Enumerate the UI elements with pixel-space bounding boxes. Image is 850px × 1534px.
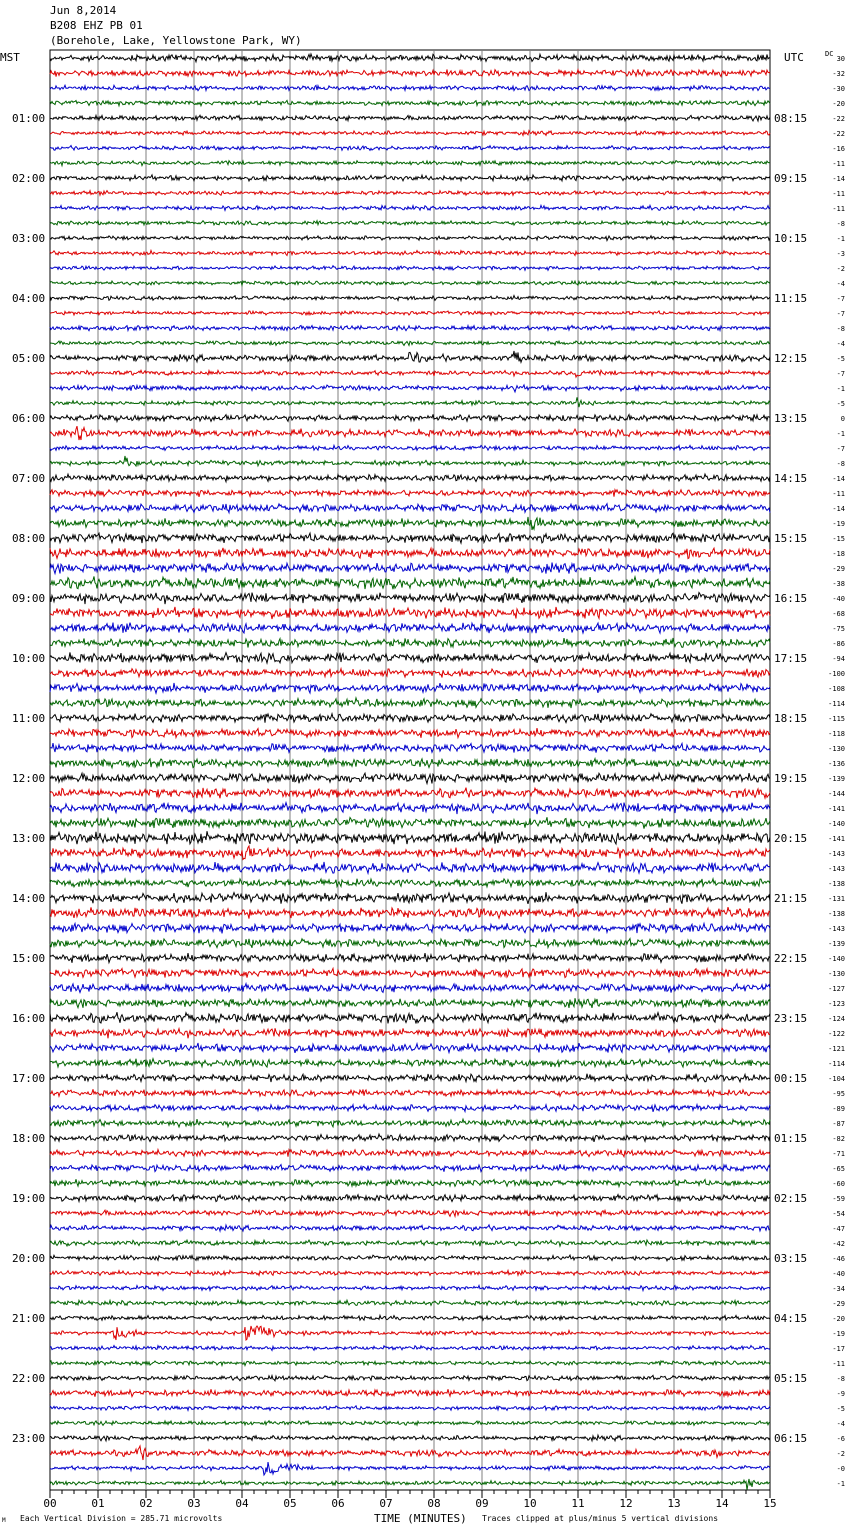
seismic-trace <box>50 161 770 166</box>
left-hour-label: 22:00 <box>12 1372 46 1385</box>
dc-offset-label: -40 <box>832 595 845 603</box>
right-hour-label: 05:15 <box>774 1372 808 1385</box>
dc-offset-label: -87 <box>832 1120 845 1128</box>
seismic-trace <box>50 879 770 887</box>
seismic-trace <box>50 714 770 723</box>
seismic-trace <box>50 939 770 948</box>
seismic-trace <box>50 773 770 783</box>
seismic-trace <box>50 1326 770 1340</box>
seismic-trace <box>50 1462 770 1475</box>
dc-offset-label: -29 <box>832 1300 845 1308</box>
dc-offset-label: -4 <box>836 340 845 348</box>
dc-offset-label: -47 <box>832 1225 845 1233</box>
dc-offset-label: -59 <box>832 1195 845 1203</box>
clip-note: Traces clipped at plus/minus 5 vertical divisions <box>482 1514 719 1523</box>
dc-offset-label: -40 <box>832 1270 845 1278</box>
seismic-trace <box>50 923 770 933</box>
dc-offset-label: -5 <box>836 1405 845 1413</box>
left-hour-label: 15:00 <box>12 952 46 965</box>
left-timezone-label: MST <box>0 51 20 64</box>
seismic-trace <box>50 474 770 482</box>
right-hour-label: 00:15 <box>774 1072 808 1085</box>
dc-offset-label: -127 <box>828 985 845 993</box>
dc-offset-label: -141 <box>828 835 845 843</box>
seismic-trace <box>50 175 770 181</box>
seismic-trace <box>50 668 770 678</box>
dc-offset-label: -2 <box>836 265 845 273</box>
seismic-trace <box>50 326 770 331</box>
dc-offset-label: -19 <box>832 520 845 528</box>
dc-offset-label: -14 <box>832 505 845 513</box>
dc-offset-label: -95 <box>832 1090 845 1098</box>
dc-offset-label: -29 <box>832 565 845 573</box>
seismic-trace <box>50 1435 770 1441</box>
left-hour-label: 04:00 <box>12 292 46 305</box>
dc-offset-label: -20 <box>832 1315 845 1323</box>
dc-offset-label: -130 <box>828 745 845 753</box>
dc-offset-label: -11 <box>832 490 845 498</box>
dc-offset-label: -124 <box>828 1015 845 1023</box>
seismic-trace <box>50 1134 770 1142</box>
seismic-trace <box>50 1119 770 1127</box>
dc-offset-label: -34 <box>832 1285 845 1293</box>
dc-offset-label: -3 <box>836 250 845 258</box>
seismic-trace <box>50 370 770 377</box>
dc-offset-label: -143 <box>828 865 845 873</box>
seismic-trace <box>50 607 770 619</box>
dc-offset-label: -16 <box>832 145 845 153</box>
dc-offset-label: -46 <box>832 1255 845 1263</box>
x-tick-label: 05 <box>283 1497 297 1510</box>
left-hour-label: 21:00 <box>12 1312 46 1325</box>
dc-offset-label: -8 <box>836 325 845 333</box>
dc-offset-label: -4 <box>836 1420 845 1428</box>
seismic-trace <box>50 1240 770 1246</box>
right-hour-label: 01:15 <box>774 1132 808 1145</box>
seismic-trace <box>50 296 770 301</box>
right-hour-label: 02:15 <box>774 1192 808 1205</box>
left-hour-label: 05:00 <box>12 352 46 365</box>
dc-offset-label: -2 <box>836 1450 845 1458</box>
x-tick-label: 00 <box>43 1497 57 1510</box>
seismic-trace <box>50 638 770 648</box>
left-hour-label: 11:00 <box>12 712 46 725</box>
seismic-trace <box>50 803 770 815</box>
dc-offset-label: 0 <box>840 415 845 423</box>
dc-offset-label: -60 <box>832 1180 845 1188</box>
dc-offset-label: -138 <box>828 880 845 888</box>
dc-offset-label: -19 <box>832 1330 845 1338</box>
dc-offset-label: -54 <box>832 1210 845 1218</box>
right-hour-label: 19:15 <box>774 772 808 785</box>
dc-offset-label: -18 <box>832 550 845 558</box>
seismic-trace <box>50 1389 770 1397</box>
x-tick-label: 08 <box>427 1497 441 1510</box>
dc-offset-label: -94 <box>832 655 845 663</box>
left-hour-label: 09:00 <box>12 592 46 605</box>
left-hour-label: 12:00 <box>12 772 46 785</box>
dc-offset-label: -11 <box>832 160 845 168</box>
x-tick-label: 06 <box>331 1497 345 1510</box>
left-hour-label: 06:00 <box>12 412 46 425</box>
seismic-trace <box>50 1361 770 1366</box>
right-timezone-label: UTC <box>784 51 804 64</box>
dc-offset-label: -86 <box>832 640 845 648</box>
seismic-trace <box>50 788 770 799</box>
seismic-trace <box>50 563 770 574</box>
left-hour-label: 02:00 <box>12 172 46 185</box>
dc-offset-label: -140 <box>828 820 845 828</box>
seismic-trace <box>50 1375 770 1380</box>
left-hour-label: 19:00 <box>12 1192 46 1205</box>
seismic-trace <box>50 593 770 605</box>
station-name: B208 EHZ PB 01 <box>50 19 143 32</box>
x-tick-label: 13 <box>667 1497 681 1510</box>
left-hour-label: 13:00 <box>12 832 46 845</box>
seismic-trace <box>50 846 770 859</box>
left-hour-label: 08:00 <box>12 532 46 545</box>
seismic-trace <box>50 490 770 497</box>
dc-offset-label: -114 <box>828 700 845 708</box>
seismic-trace <box>50 54 770 62</box>
dc-offset-label: -139 <box>828 940 845 948</box>
dc-offset-label: 30 <box>836 55 845 63</box>
right-hour-label: 06:15 <box>774 1432 808 1445</box>
seismic-trace <box>50 146 770 151</box>
scale-note: Each Vertical Division = 285.71 microvolts <box>20 1514 223 1523</box>
seismic-trace <box>50 1446 770 1460</box>
dc-offset-label: -22 <box>832 115 845 123</box>
dc-offset-label: -11 <box>832 190 845 198</box>
right-hour-label: 16:15 <box>774 592 808 605</box>
right-hour-label: 18:15 <box>774 712 808 725</box>
dc-offset-label: -108 <box>828 685 845 693</box>
seismic-trace <box>50 115 770 121</box>
seismic-trace <box>50 69 770 76</box>
left-hour-label: 10:00 <box>12 652 46 665</box>
right-hour-label: 21:15 <box>774 892 808 905</box>
left-hour-label: 17:00 <box>12 1072 46 1085</box>
right-hour-label: 15:15 <box>774 532 808 545</box>
dc-offset-label: -20 <box>832 100 845 108</box>
left-hour-label: 16:00 <box>12 1012 46 1025</box>
right-hour-label: 22:15 <box>774 952 808 965</box>
seismic-trace <box>50 1195 770 1202</box>
right-hour-label: 08:15 <box>774 112 808 125</box>
seismic-trace <box>50 728 770 738</box>
left-hour-label: 23:00 <box>12 1432 46 1445</box>
dc-offset-label: -42 <box>832 1240 845 1248</box>
seismic-trace <box>50 131 770 136</box>
seismic-trace <box>50 998 770 1008</box>
left-hour-label: 01:00 <box>12 112 46 125</box>
dc-offset-label: -118 <box>828 730 845 738</box>
seismic-trace <box>50 1315 770 1320</box>
dc-offset-label: -122 <box>828 1030 845 1038</box>
left-hour-label: 03:00 <box>12 232 46 245</box>
dc-offset-label: -8 <box>836 1375 845 1383</box>
dc-offset-label: -1 <box>836 430 845 438</box>
left-hour-label: 20:00 <box>12 1252 46 1265</box>
seismic-trace <box>50 683 770 693</box>
x-tick-label: 02 <box>139 1497 153 1510</box>
seismic-trace <box>50 1300 770 1305</box>
seismic-trace <box>50 517 770 530</box>
dc-offset-header: DC <box>825 50 834 58</box>
dc-offset-label: -131 <box>828 895 845 903</box>
dc-offset-label: -82 <box>832 1135 845 1143</box>
dc-offset-label: -138 <box>828 910 845 918</box>
dc-offset-label: -11 <box>832 205 845 213</box>
right-hour-label: 04:15 <box>774 1312 808 1325</box>
right-hour-label: 11:15 <box>774 292 808 305</box>
seismic-trace <box>50 1270 770 1275</box>
seismic-trace <box>50 205 770 210</box>
dc-offset-label: -114 <box>828 1060 845 1068</box>
dc-offset-label: -17 <box>832 1345 845 1353</box>
dc-offset-label: -115 <box>828 715 845 723</box>
seismic-trace <box>50 698 770 708</box>
dc-offset-label: -104 <box>828 1075 845 1083</box>
left-hour-label: 07:00 <box>12 472 46 485</box>
footer-mark: M <box>2 1517 6 1524</box>
seismic-trace <box>50 311 770 315</box>
dc-offset-label: -68 <box>832 610 845 618</box>
x-tick-label: 09 <box>475 1497 489 1510</box>
dc-offset-label: -89 <box>832 1105 845 1113</box>
x-tick-label: 10 <box>523 1497 537 1510</box>
dc-offset-label: -121 <box>828 1045 845 1053</box>
seismic-trace <box>50 533 770 543</box>
dc-offset-label: -11 <box>832 1360 845 1368</box>
dc-offset-label: -141 <box>828 805 845 813</box>
seismic-trace <box>50 1043 770 1053</box>
dc-offset-label: -0 <box>836 1465 845 1473</box>
dc-offset-label: -1 <box>836 235 845 243</box>
seismic-trace <box>50 1255 770 1261</box>
x-tick-label: 15 <box>763 1497 777 1510</box>
dc-offset-label: -15 <box>832 535 845 543</box>
x-tick-label: 11 <box>571 1497 585 1510</box>
left-hour-label: 18:00 <box>12 1132 46 1145</box>
seismic-trace <box>50 892 770 904</box>
dc-offset-label: -7 <box>836 295 845 303</box>
x-tick-label: 14 <box>715 1497 729 1510</box>
right-hour-label: 23:15 <box>774 1012 808 1025</box>
dc-offset-label: -71 <box>832 1150 845 1158</box>
seismic-trace <box>50 281 770 285</box>
dc-offset-label: -8 <box>836 460 845 468</box>
dc-offset-label: -139 <box>828 775 845 783</box>
dc-offset-label: -32 <box>832 70 845 78</box>
dc-offset-label: -5 <box>836 400 845 408</box>
seismic-trace <box>50 759 770 768</box>
seismic-trace <box>50 576 770 589</box>
dc-offset-label: -143 <box>828 850 845 858</box>
seismic-trace <box>50 831 770 844</box>
seismic-trace <box>50 984 770 993</box>
seismic-trace <box>50 351 770 362</box>
seismic-trace <box>50 85 770 90</box>
seismic-trace <box>50 426 770 440</box>
seismic-trace <box>50 191 770 196</box>
seismic-trace <box>50 221 770 226</box>
dc-offset-label: -7 <box>836 370 845 378</box>
dc-offset-label: -143 <box>828 925 845 933</box>
right-hour-label: 20:15 <box>774 832 808 845</box>
x-tick-label: 01 <box>91 1497 105 1510</box>
dc-offset-label: -14 <box>832 475 845 483</box>
seismic-trace <box>50 1421 770 1426</box>
right-hour-label: 14:15 <box>774 472 808 485</box>
right-hour-label: 17:15 <box>774 652 808 665</box>
seismic-trace <box>50 385 770 392</box>
dc-offset-label: -6 <box>836 1435 845 1443</box>
x-tick-label: 12 <box>619 1497 633 1510</box>
seismic-trace <box>50 456 770 466</box>
seismic-trace <box>50 236 770 241</box>
dc-offset-label: -14 <box>832 175 845 183</box>
seismic-trace <box>50 1164 770 1172</box>
dc-offset-label: -65 <box>832 1165 845 1173</box>
seismic-trace <box>50 743 770 753</box>
dc-offset-label: -100 <box>828 670 845 678</box>
dc-offset-label: -1 <box>836 385 845 393</box>
right-hour-label: 13:15 <box>774 412 808 425</box>
seismic-trace <box>50 504 770 513</box>
seismic-trace <box>50 251 770 256</box>
seismic-trace <box>50 652 770 663</box>
left-hour-label: 14:00 <box>12 892 46 905</box>
seismic-trace <box>50 817 770 828</box>
dc-offset-label: -30 <box>832 85 845 93</box>
dc-offset-label: -144 <box>828 790 845 798</box>
trace-layer <box>50 54 770 1490</box>
seismic-trace <box>50 397 770 407</box>
right-hour-label: 12:15 <box>774 352 808 365</box>
seismic-trace <box>50 548 770 559</box>
seismic-trace <box>50 1479 770 1490</box>
seismic-trace <box>50 953 770 963</box>
station-location: (Borehole, Lake, Yellowstone Park, WY) <box>50 34 302 47</box>
seismic-trace <box>50 1104 770 1111</box>
seismic-trace <box>50 1028 770 1038</box>
seismic-trace <box>50 1406 770 1411</box>
right-hour-label: 09:15 <box>774 172 808 185</box>
x-tick-label: 04 <box>235 1497 249 1510</box>
dc-offset-label: -22 <box>832 130 845 138</box>
x-axis-title: TIME (MINUTES) <box>374 1512 467 1525</box>
seismic-trace <box>50 1286 770 1291</box>
dc-offset-label: -123 <box>828 1000 845 1008</box>
x-tick-label: 07 <box>379 1497 393 1510</box>
dc-offset-label: -38 <box>832 580 845 588</box>
seismic-trace <box>50 1179 770 1186</box>
seismic-trace <box>50 907 770 919</box>
seismic-trace <box>50 1012 770 1023</box>
seismic-trace <box>50 1225 770 1231</box>
seismic-trace <box>50 1089 770 1096</box>
dc-offset-label: -1 <box>836 1480 845 1488</box>
seismic-trace <box>50 1210 770 1216</box>
dc-offset-label: -7 <box>836 445 845 453</box>
seismic-trace <box>50 623 770 634</box>
dc-offset-label: -130 <box>828 970 845 978</box>
seismic-trace <box>50 969 770 978</box>
dc-offset-label: -140 <box>828 955 845 963</box>
label-layer <box>12 55 845 1510</box>
seismic-trace <box>50 1346 770 1351</box>
seismic-trace <box>50 1074 770 1082</box>
dc-offset-label: -5 <box>836 355 845 363</box>
dc-offset-label: -7 <box>836 310 845 318</box>
x-tick-label: 03 <box>187 1497 201 1510</box>
seismic-trace <box>50 1059 770 1068</box>
seismic-trace <box>50 100 770 105</box>
right-hour-label: 10:15 <box>774 232 808 245</box>
chart-date: Jun 8,2014 <box>50 4 117 17</box>
dc-offset-label: -9 <box>836 1390 845 1398</box>
dc-offset-label: -4 <box>836 280 845 288</box>
dc-offset-label: -75 <box>832 625 845 633</box>
seismic-trace <box>50 1150 770 1157</box>
seismic-trace <box>50 445 770 450</box>
seismic-trace <box>50 341 770 346</box>
dc-offset-label: -136 <box>828 760 845 768</box>
seismic-trace <box>50 414 770 421</box>
seismic-trace <box>50 862 770 873</box>
right-hour-label: 03:15 <box>774 1252 808 1265</box>
dc-offset-label: -8 <box>836 220 845 228</box>
seismic-trace <box>50 266 770 271</box>
